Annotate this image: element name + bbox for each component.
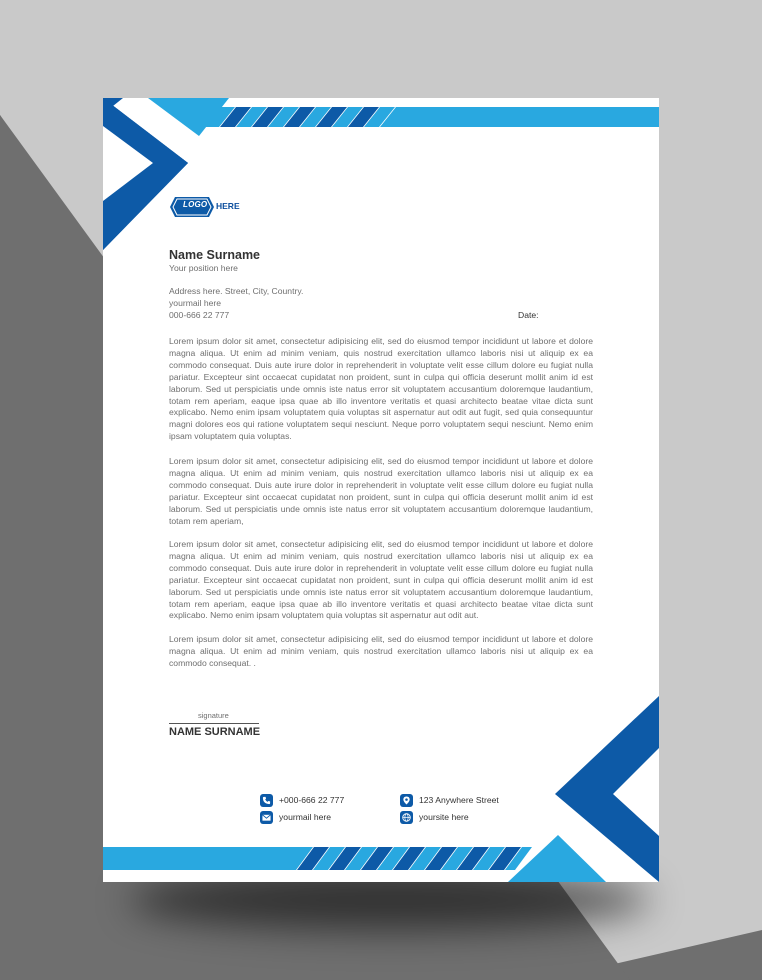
company-logo <box>169 196 245 218</box>
body-paragraph: Lorem ipsum dolor sit amet, consectetur adipisicing elit, sed do eiusmod tempor incididunt ut labore et dolore magna aliqua. Ut enim ad minim veniam, quis nostrud exercitation ullamco laboris nisi ut aliquip ex ea commodo consequat. Duis aute irure dolor in reprehenderit in voluptate velit esse cillum dolore eu fugiat nulla pariatur. Excepteur sint occaecat cupidatat non proident, sunt in culpa qui officia deserunt mollit anim id est laborum. Sed ut perspiciatis unde omnis iste natus error sit voluptatem accusantium doloremque laudantium, totam rem aperiam, eaque ipsa quae ab illo inventore veritatis et quasi architecto beatae vitae dicta sunt explicabo. Nemo enim ipsam voluptatem quia voluptas sit aspernatur aut odit aut. <box>169 539 593 621</box>
signature-line <box>169 723 259 724</box>
top-stripes <box>204 107 659 127</box>
logo-word: LOGO <box>183 200 208 209</box>
body-paragraph: Lorem ipsum dolor sit amet, consectetur adipisicing elit, sed do eiusmod tempor incididunt ut labore et dolore magna aliqua. Ut enim ad minim veniam, quis nostrud exercitation ullamco laboris nisi ut aliquip ex ea commodo consequat. Duis aute irure dolor in reprehenderit in voluptate velit esse cillum dolore eu fugiat nulla pariatur. Excepteur sint occaecat cupidatat non proident, sunt in culpa qui officia deserunt mollit anim id est laborum. Sed ut perspiciatis unde omnis iste natus error sit voluptatem accusantium doloremque laudantium, totam rem aperiam, eaque ipsa quae ab illo inventore veritatis et quasi architecto beatae vitae dicta sunt explicabo. Nemo enim ipsam voluptatem quia voluptas sit aspernatur aut odit aut fugit, sed quia consequuntur magni dolores eos qui ratione voluptatem sequi nesciunt. Neque porro voluptatem sequi nesciunt. Nemo enim ipsam voluptatem quia voluptas. <box>169 336 593 442</box>
bottom-stripes <box>103 847 532 870</box>
body-paragraph: Lorem ipsum dolor sit amet, consectetur adipisicing elit, sed do eiusmod tempor incididunt ut labore et dolore magna aliqua. Ut enim ad minim veniam, quis nostrud exercitation ullamco laboris nisi ut aliquip ex ea commodo consequat. Duis aute irure dolor in reprehenderit in voluptate velit esse cillum dolore eu fugiat nulla pariatur. Excepteur sint occaecat cupidatat non proident, sunt in culpa qui officia deserunt mollit anim id est laborum. Sed ut perspiciatis unde omnis iste natus error sit voluptatem accusantium doloremque laudantium, totam rem aperiam, <box>169 456 593 526</box>
logo-suffix: HERE <box>216 201 240 211</box>
signature-label: signature <box>198 711 229 720</box>
phone-icon <box>260 794 273 807</box>
chevron-inner <box>103 98 193 258</box>
footer-address: 123 Anywhere Street <box>419 795 499 805</box>
mail-icon <box>260 811 273 824</box>
date-label: Date: <box>518 310 539 320</box>
sender-name: Name Surname <box>169 248 261 262</box>
globe-icon <box>400 811 413 824</box>
footer-website: yoursite here <box>419 812 469 822</box>
sender-email: yourmail here <box>169 298 222 308</box>
sender-position: Your position here <box>169 263 238 273</box>
location-pin-icon <box>400 794 413 807</box>
footer-phone: +000-666 22 777 <box>279 795 345 805</box>
body-paragraph: Lorem ipsum dolor sit amet, consectetur adipisicing elit, sed do eiusmod tempor incididunt ut labore et dolore magna aliqua. Ut enim ad minim veniam, quis nostrud exercitation ullamco laboris nisi ut aliquip ex ea commodo consequat. . <box>169 634 593 668</box>
footer-email: yourmail here <box>279 812 332 822</box>
letterhead-page <box>103 98 659 882</box>
sender-phone: 000-666 22 777 <box>169 310 230 320</box>
signature-name: NAME SURNAME <box>169 726 261 738</box>
sender-address: Address here. Street, City, Country. <box>169 286 304 296</box>
